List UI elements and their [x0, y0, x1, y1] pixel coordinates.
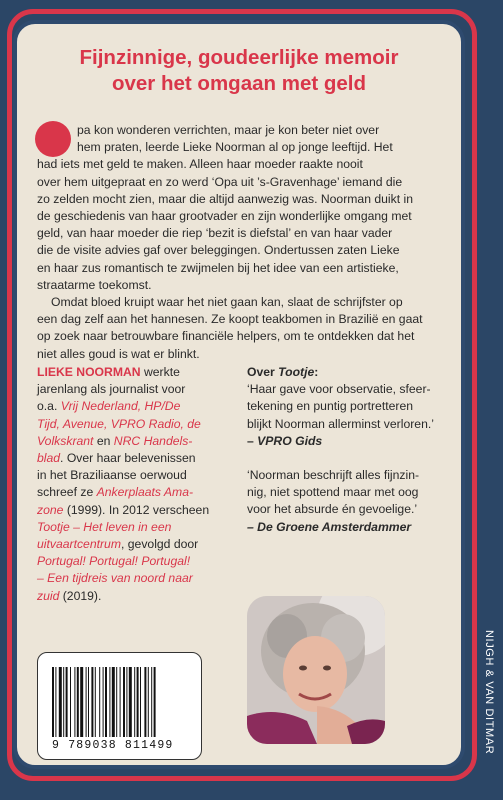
bio-title: blad	[37, 451, 61, 466]
bio-title: uitvaartcentrum	[37, 537, 121, 552]
blurb-line: straatarme toekomst.	[37, 277, 152, 292]
bio-text: en	[93, 433, 114, 448]
headline-line-2: over het omgaan met geld	[111, 72, 367, 95]
review-quote: voor het absurde én gevoelige.’	[247, 502, 418, 517]
reviews-heading-title: Tootje	[278, 365, 315, 379]
blurb	[37, 122, 452, 363]
blurb-line: Omdat bloed kruipt waar het niet gaan kan, slaat de schrijfster op	[51, 295, 403, 310]
dropcap-o	[35, 121, 71, 157]
author-photo	[247, 596, 385, 744]
review-quote: blijkt Noorman allerminst verloren.’	[247, 416, 434, 431]
bio-text: in het Braziliaanse oerwoud	[37, 468, 187, 483]
author-bio	[37, 364, 209, 605]
blurb-line: en haar zus romantisch te zwijmelen bij het idee van een artistieke,	[37, 260, 399, 275]
review-quote: ‘Noorman beschrijft alles fijnzin-	[247, 468, 420, 483]
bio-text: , gevolgd door	[121, 537, 199, 552]
blurb-line: zo zelden mocht zien, maar die altijd aanwezig was. Noorman duikt in	[37, 191, 413, 206]
review-quote: tekening en puntig portretteren	[247, 399, 414, 414]
review-source: –	[247, 433, 258, 448]
review-quote: ‘Haar gave voor observatie, sfeer-	[247, 382, 431, 397]
reviews	[247, 364, 434, 536]
blurb-line: op zoek naar betrouwbare financiële helpers, om te ontdekken dat het	[37, 329, 415, 344]
publisher-imprint	[481, 630, 499, 770]
blurb-line: een dag zelf aan het hannesen. Ze koopt teakbomen in Brazilië en gaat	[37, 312, 423, 327]
bio-title: Volkskrant	[37, 433, 94, 448]
bio-title: NRC Handels-	[113, 433, 193, 448]
bio-title: Tijd, Avenue, VPRO Radio, de	[37, 416, 201, 431]
bio-text: jarenlang als journalist voor	[37, 382, 186, 397]
blurb-line: had iets met geld te maken. Alleen haar moeder raakte nooit	[37, 157, 363, 172]
blurb-line: niet alles goud is wat er blinkt.	[37, 346, 200, 361]
bio-title: – Een tijdreis van noord naar	[37, 571, 193, 586]
reviews-heading: Over	[247, 365, 279, 379]
author-name: LIEKE NOORMAN	[37, 365, 141, 379]
bio-title: zuid	[37, 588, 60, 603]
publisher-name: NIJGH & VAN DITMAR	[483, 630, 495, 755]
bio-title: zone	[37, 502, 64, 517]
barcode-bars	[50, 667, 190, 741]
isbn-number: 9 789038 811499	[52, 739, 174, 752]
blurb-line: geld, van haar moeder die riep ‘bezit is diefstal’ en van haar vader	[37, 226, 393, 241]
reviews-heading: :	[314, 365, 319, 379]
bio-text: werkte	[140, 365, 180, 379]
bio-title: Tootje – Het leven in een	[37, 519, 172, 534]
bio-title: Vrij Nederland, HP/De	[60, 399, 181, 414]
bio-title: Portugal! Portugal! Portugal!	[37, 554, 191, 569]
blurb-line: pa kon wonderen verrichten, maar je kon beter niet over	[77, 123, 380, 137]
blurb-line: de geschiedenis van haar grootvader en zijn wonderlijke omgang met	[37, 209, 412, 224]
bio-text: . Over haar belevenissen	[60, 451, 196, 466]
blurb-line: hem praten, leerde Lieke Noorman al op jonge leeftijd. Het	[77, 140, 393, 155]
blurb-line: over hem uitgepraat en zo werd ‘Opa uit ’s-Gravenhage’ iemand die	[37, 174, 403, 189]
bio-text: o.a.	[37, 399, 61, 414]
headline-line-1: Fijnzinnige, goudeerlijke memoir	[79, 46, 399, 69]
bio-text: (2019).	[59, 588, 102, 603]
bio-text: schreef ze	[37, 485, 97, 500]
barcode	[37, 652, 202, 760]
review-source: VPRO Gids	[257, 433, 323, 448]
blurb-line: die de visite advies gaf over beleggingen. Ondertussen zaten Lieke	[37, 243, 400, 258]
bio-text: (1999). In 2012 verscheen	[63, 502, 210, 517]
bio-title: Ankerplaats Ama-	[96, 485, 194, 500]
review-quote: nig, niet spottend maar met oog	[247, 485, 419, 500]
review-source: – De Groene Amsterdammer	[247, 519, 412, 534]
cream-panel	[13, 20, 465, 769]
